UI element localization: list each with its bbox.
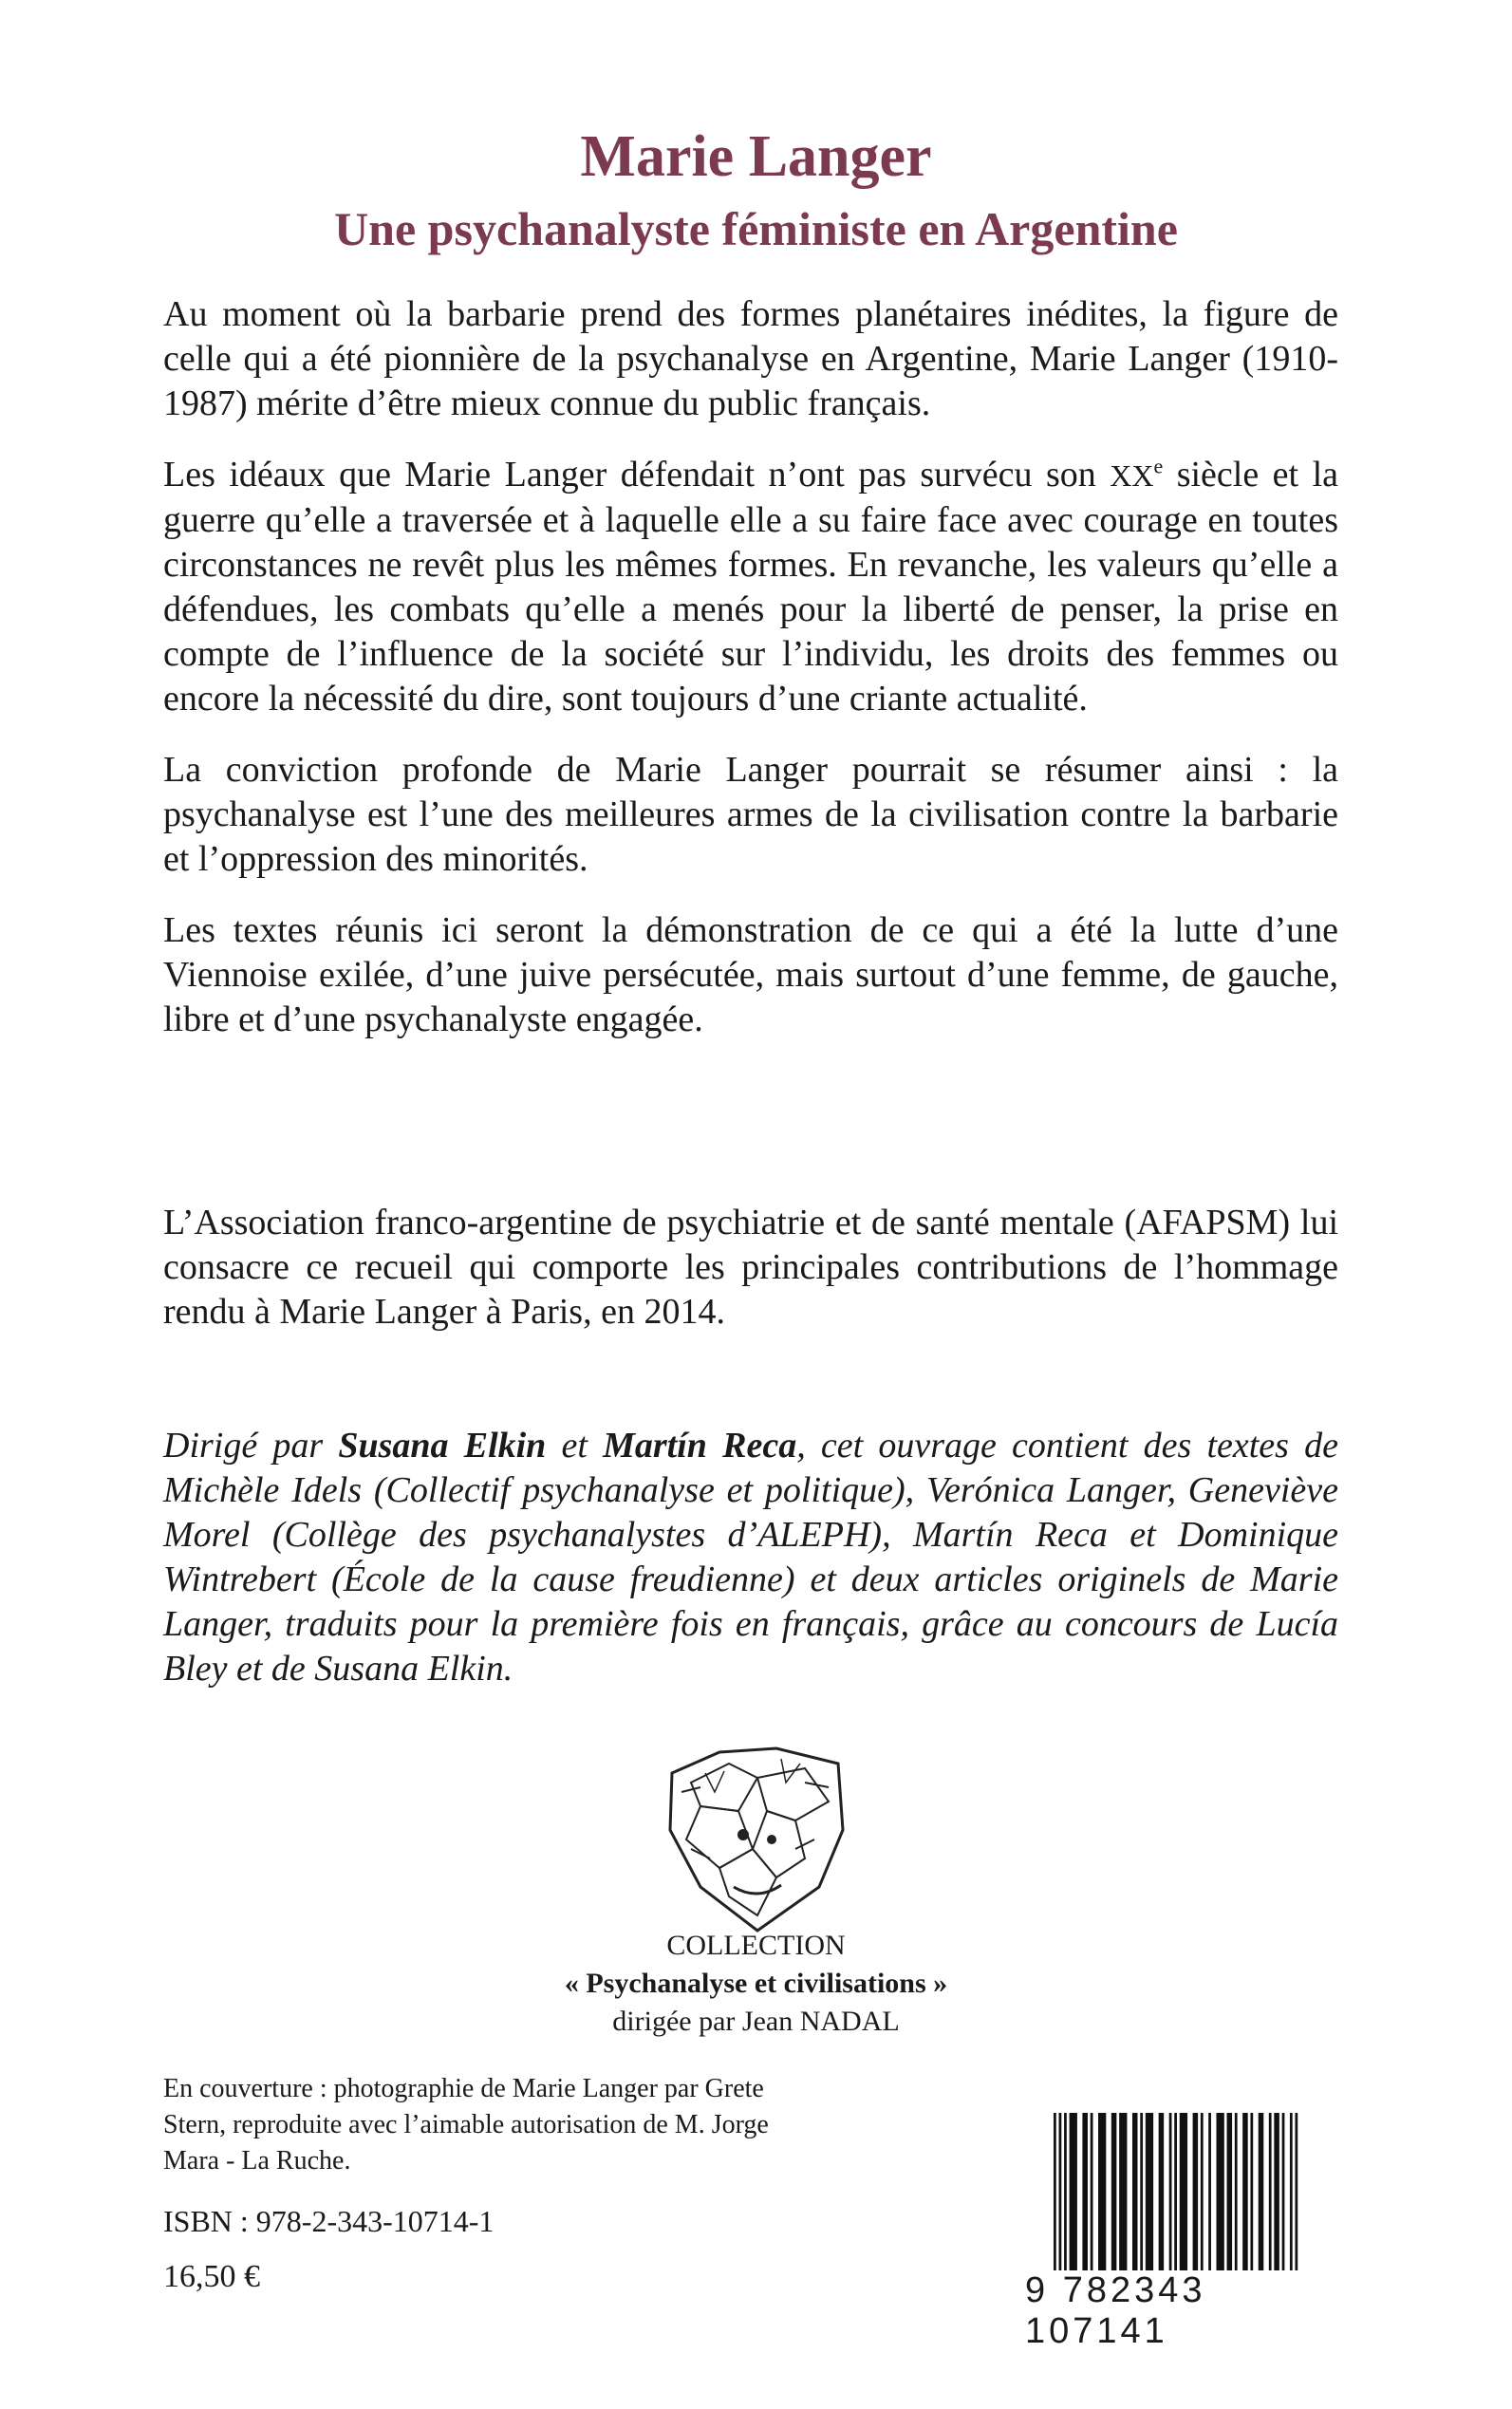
barcode-bar: [1201, 2113, 1204, 2279]
editor-1: Susana Elkin: [338, 1426, 547, 1466]
association-block: [163, 1201, 1338, 1361]
barcode-bar: [1174, 2113, 1177, 2279]
collection-label: COLLECTION: [666, 1930, 846, 1961]
cover-photo-credit: En couverture : photographie de Marie Langer par Grete Stern, reproduite avec l’aimable autorisation de M. Jorge Mara - La Ruche.: [163, 2074, 769, 2176]
book-subtitle: Une psychanalyste féministe en Argentine: [334, 202, 1178, 255]
barcode-bar: [1059, 2113, 1062, 2279]
blurb: [163, 292, 1338, 1069]
price: 16,50 €: [163, 2259, 260, 2294]
blurb-paragraph-2: [163, 453, 1338, 721]
barcode-bar: [1269, 2113, 1272, 2279]
barcode-bar: [1132, 2113, 1138, 2279]
barcode-bar: [1242, 2113, 1248, 2279]
blurb-paragraph-5: L’Association franco-argentine de psychiatrie et de santé mentale (AFAPSM) lui consacre ce recueil qui comporte les principales contributions de l’hommage rendu à Marie Langer à Paris, en 2014.: [163, 1203, 1338, 1332]
barcode-bar: [1169, 2113, 1172, 2279]
collection-info: [0, 1927, 1512, 2041]
barcode-bar: [1146, 2113, 1153, 2279]
p2-superscript: e: [1153, 454, 1164, 478]
p2-before: Les idéaux que Marie Langer défendait n’ont pas survécu son: [163, 455, 1111, 495]
blurb-paragraph-4: Les textes réunis ici seront la démonstration de ce qui a été la lutte d’une Viennoise exilée, d’une juive persécutée, mais surtout d’une femme, de gauche, libre et d’une psychanalyste engagée.: [163, 910, 1338, 1039]
p2-century: XX: [1110, 458, 1154, 493]
barcode-bar: [1111, 2113, 1117, 2279]
barcode-bar: [1140, 2113, 1143, 2279]
barcode-bar: [1282, 2113, 1285, 2279]
barcode-bar: [1159, 2113, 1165, 2279]
editor-2: Martín Reca: [603, 1426, 797, 1466]
collection-logo: [663, 1745, 850, 1934]
blurb-paragraph-3: La conviction profonde de Marie Langer pourrait se résumer ainsi : la psychanalyse est l’une des meilleures armes de la civilisation contre la barbarie et l’oppression des minorités.: [163, 750, 1338, 879]
barcode-bar: [1259, 2113, 1264, 2279]
barcode-bar: [1054, 2113, 1056, 2279]
barcode-bar: [1180, 2113, 1187, 2279]
barcode-bar: [1064, 2113, 1067, 2279]
barcode-bar: [1274, 2113, 1279, 2279]
book-title: Marie Langer: [580, 124, 932, 189]
barcode-bar: [1119, 2113, 1127, 2279]
credits-rest: , cet ouvrage contient des textes de Michèle Idels (Collectif psychanalyse et politique), Verónica Langer, Geneviève Morel (Collège des psychanalystes d’ALEPH), Martín Reca et Dominique Wintrebert (École de la cause freudienne) et deux articles originels de Marie Langer, traduits pour la première fois en français, grâce au concours de Lucía Bley et de Susana Elkin.: [163, 1426, 1338, 1689]
barcode-bar: [1235, 2113, 1238, 2279]
credits-intro: Dirigé par: [163, 1426, 339, 1466]
barcode-bar: [1082, 2113, 1088, 2279]
barcode-digits: 9 782343 107141: [1025, 2270, 1329, 2352]
p2-after: siècle et la guerre qu’elle a traversée et à laquelle elle a su faire face avec courage en toutes circonstances ne revêt plus les mêmes formes. En revanche, les valeurs qu’elle a défendues, les combats qu’elle a menés pour la liberté de penser, la prise en compte de l’influence de la société sur l’individu, les droits des femmes ou encore la nécessité du dire, sont toujours d’une criante actualité.: [163, 455, 1338, 719]
collection-director: dirigée par Jean NADAL: [612, 2006, 900, 2037]
credits-and: et: [546, 1426, 604, 1466]
isbn: ISBN : 978-2-343-10714-1: [163, 2204, 495, 2238]
barcode-bar: [1091, 2113, 1093, 2279]
barcode-bar: [1295, 2113, 1297, 2279]
barcode-bar: [1098, 2113, 1106, 2279]
credits-paragraph: [163, 1424, 1338, 1691]
barcode-bar: [1250, 2113, 1253, 2279]
collection-name: « Psychanalyse et civilisations »: [564, 1968, 948, 1999]
barcode-bar: [1216, 2113, 1223, 2279]
barcode-bar: [1290, 2113, 1293, 2279]
barcode-bar: [1193, 2113, 1199, 2279]
barcode-bar: [1070, 2113, 1077, 2279]
barcode-bar: [1208, 2113, 1211, 2279]
blurb-paragraph-1: Au moment où la barbarie prend des formes planétaires inédites, la figure de celle qui a été pionnière de la psychanalyse en Argentine, Marie Langer (1910-1987) mérite d’être mieux connue du public français.: [163, 294, 1338, 423]
barcode-bar: [1227, 2113, 1233, 2279]
